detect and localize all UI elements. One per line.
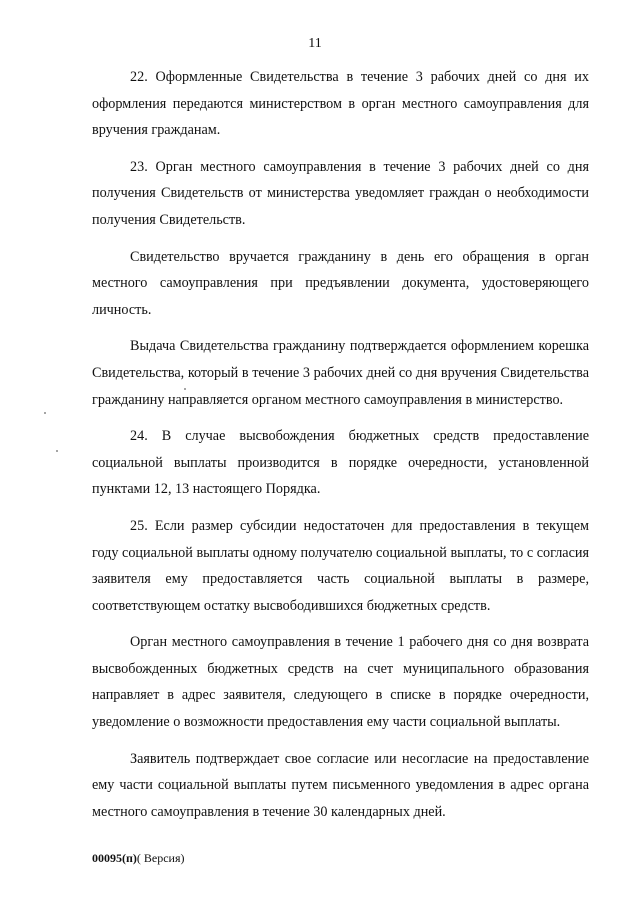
paragraph-22: 22. Оформленные Свидетельства в течение 3 рабочих дней со дня их оформления передаются министерством в орган местного самоуправления для вручения гражданам. (92, 69, 589, 139)
paragraph-certificate-delivery: Свидетельство вручается гражданину в день его обращения в орган местного самоуправления при предъявлении документа, удостоверяющего личность. (92, 248, 589, 318)
scan-artifact (44, 412, 46, 414)
paragraph-certificate-issuance: Выдача Свидетельства гражданину подтверждается оформлением корешка Свидетельства, который в течение 3 рабочих дней со дня вручения Свидетельства гражданину направляется органом местного самоуправления в министерство. (92, 338, 589, 408)
document-body (92, 64, 589, 825)
paragraph-25: 25. Если размер субсидии недостаточен для предоставления в текущем году социальной выплаты одному получателю социальной выплаты, то с согласия заявителя ему предоставляется часть социальной выплаты в размере, соответствующем остатку высвободившихся бюджетных средств. (92, 517, 589, 614)
scan-artifact (184, 388, 186, 390)
paragraph-23: 23. Орган местного самоуправления в течение 3 рабочих дней со дня получения Свидетельств от министерства уведомляет граждан о необходимости получения Свидетельств. (92, 158, 589, 228)
document-footer (92, 851, 185, 866)
paragraph-24: 24. В случае высвобождения бюджетных средств предоставление социальной выплаты производится в порядке очередности, установленной пунктами 12, 13 настоящего Порядка. (92, 428, 589, 498)
paragraph-local-authority-notice: Орган местного самоуправления в течение 1 рабочего дня со дня возврата высвобожденных бюджетных средств на счет муниципального образования направляет в адрес заявителя, следующего в списке в порядке очередности, уведомление о возможности предоставления ему части социальной выплаты. (92, 634, 589, 731)
footer-version: ( Версия) (136, 851, 185, 865)
page-number: 11 (308, 36, 322, 51)
paragraph-applicant-consent: Заявитель подтверждает свое согласие или несогласие на предоставление ему части социальной выплаты путем письменного уведомления в адрес органа местного самоуправления в течение 30 календарных дней. (92, 750, 589, 820)
scan-artifact (56, 450, 58, 452)
footer-code: 00095(п) (92, 851, 137, 865)
